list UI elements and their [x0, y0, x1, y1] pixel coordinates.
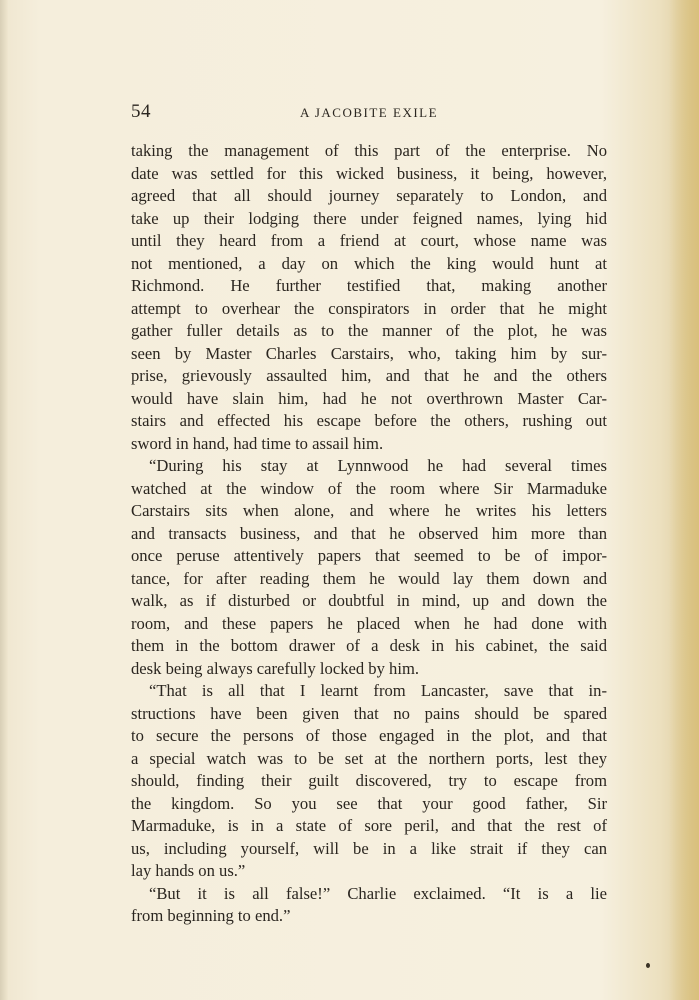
body-text	[131, 140, 607, 928]
text-line: until they heard from a friend at court, whose name was	[131, 231, 607, 250]
text-line: Richmond. He further testified that, making another	[131, 276, 607, 295]
text-line: watched at the window of the room where Sir Marmaduke	[131, 478, 607, 498]
text-line: would have slain him, had he not overthrown Master Car-	[131, 388, 607, 408]
page-gutter-shadow	[0, 0, 8, 1000]
text-line: sword in hand, had time to assail him.	[131, 433, 384, 453]
text-line: to secure the persons of those engaged in the plot, and that	[131, 726, 607, 745]
text-line: us, including yourself, will be in a like strait if they can	[131, 838, 607, 858]
text-line: a special watch was to be set at the northern ports, lest they	[131, 748, 607, 768]
text-line: tance, for after reading them he would lay them down and	[131, 568, 607, 588]
text-line: room, and these papers he placed when he had done with	[131, 613, 607, 633]
paragraph-start-line: “During his stay at Lynnwood he had several times	[149, 456, 607, 475]
text-line: lay hands on us.”	[131, 861, 246, 880]
text-line: taking the management of this part of the enterprise. No	[131, 141, 607, 160]
page-number: 54	[131, 101, 151, 122]
text-line: seen by Master Charles Carstairs, who, taking him by sur-	[131, 343, 607, 363]
text-line: date was settled for this wicked business, it being, however,	[131, 163, 607, 183]
text-line: take up their lodging there under feigned names, lying hid	[131, 208, 607, 228]
text-line: Marmaduke, is in a state of sore peril, and that the rest of	[131, 816, 607, 835]
paragraph-start-line: “That is all that I learnt from Lancaster, save that in-	[149, 681, 607, 700]
text-line: once peruse attentively papers that seemed to be of impor-	[131, 546, 607, 565]
text-line: not mentioned, a day on which the king would hunt at	[131, 253, 607, 273]
text-line: attempt to overhear the conspirators in order that he might	[131, 298, 607, 318]
text-line: stairs and effected his escape before the others, rushing out	[131, 411, 607, 430]
paragraph-start-line: “But it is all false!” Charlie exclaimed. “It is a lie	[149, 883, 607, 903]
text-line: prise, grievously assaulted him, and that he and the others	[131, 366, 607, 385]
text-line: walk, as if disturbed or doubtful in mind, up and down the	[131, 591, 607, 610]
text-line: Carstairs sits when alone, and where he writes his letters	[131, 501, 607, 520]
text-line: them in the bottom drawer of a desk in his cabinet, the said	[131, 636, 607, 655]
page-header	[131, 101, 607, 127]
page-edge-discoloration	[669, 0, 699, 1000]
ink-speck	[646, 963, 650, 968]
text-line: structions have been given that no pains should be spared	[131, 703, 607, 723]
text-line: agreed that all should journey separately to London, and	[131, 186, 607, 205]
text-line: the kingdom. So you see that your good father, Sir	[131, 793, 607, 813]
running-title: A JACOBITE EXILE	[299, 105, 439, 120]
text-line: gather fuller details as to the manner of the plot, he was	[131, 321, 607, 340]
text-line: desk being always carefully locked by him.	[131, 658, 420, 678]
text-line: and transacts business, and that he observed him more than	[131, 523, 607, 543]
text-line: from beginning to end.”	[131, 906, 291, 925]
text-line: should, finding their guilt discovered, try to escape from	[131, 771, 607, 790]
